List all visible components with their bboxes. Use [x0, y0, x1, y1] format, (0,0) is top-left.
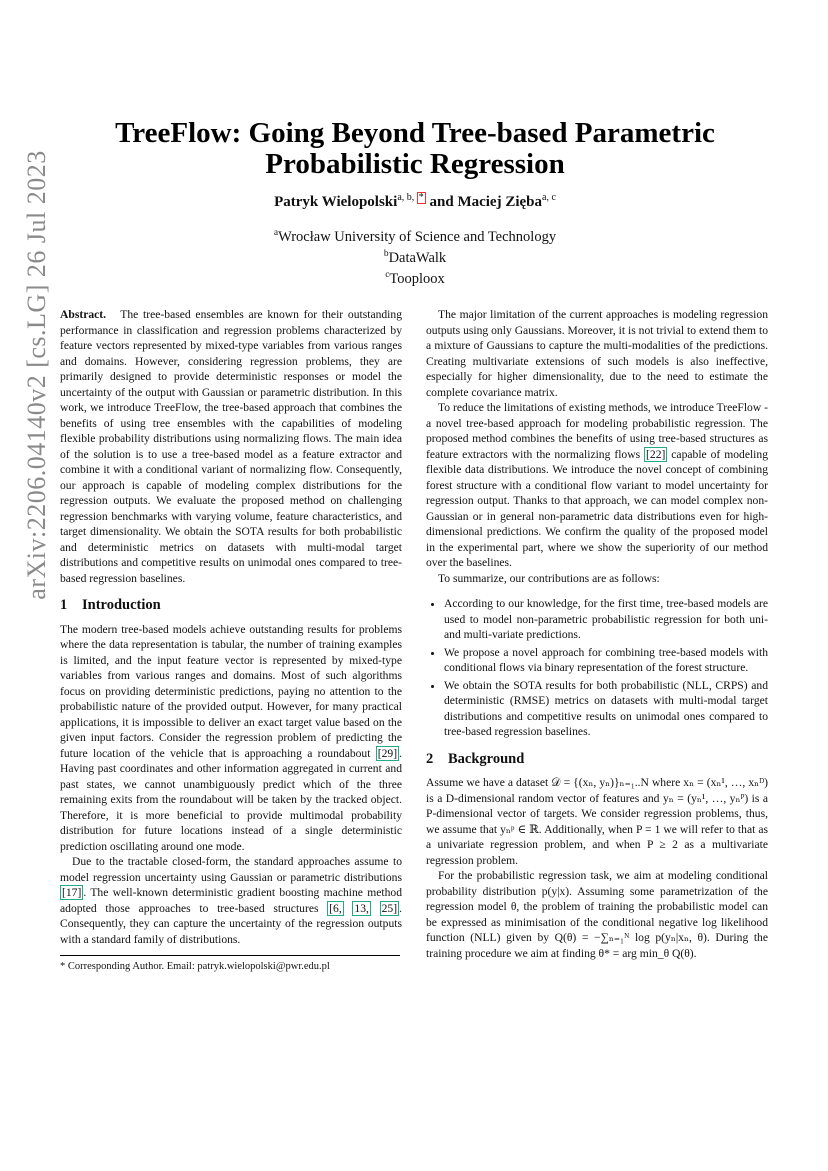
contribution-list [426, 596, 768, 740]
affiliation-list [60, 225, 770, 287]
footnote: * Corresponding Author. Email: patryk.wielopolski@pwr.edu.pl [60, 961, 330, 972]
body-paragraph: To summarize, our contributions are as follows: [438, 571, 660, 585]
body-paragraph: To reduce the limitations of existing methods, we introduce TreeFlow - a novel tree-based approach for modeling probabilistic regression. The proposed method combines the benefits of using tree-based structures as feature extractors with the normalizing flows [22] capable of modeling flexible data distributions. We introduce the novel concept of combining forest structure with a conditional flow variant to model uncertainty for regression output. Thanks to that approach, we can model complex non-Gaussian or in general non-parametric data distributions even for high-dimensional predictions. We confirm the quality of the proposed model in the experimental part, where we show the superiority of our method over the baselines. [426, 401, 768, 569]
citation-link[interactable]: [29] [377, 746, 398, 760]
intro-paragraph: Due to the tractable closed-form, the standard approaches assume to model regression uncertainty using Gaussian or parametric distributions [17] . The well-known deterministic gradient boosting machine method adopted those approaches to tree-based structures [6, 13, 25] . Consequently, they can capture the uncertainty of the regression outputs with a standard family of distributions. [60, 855, 402, 946]
affiliation: $^b$DataWalk [383, 248, 447, 266]
section-heading-introduction: 1 Introduction [60, 597, 161, 613]
author-list [60, 192, 770, 211]
list-item: • We obtain the SOTA results for both probabilistic (NLL, CRPS) and deterministic (RMSE) metrics on datasets with multi-modal target distributions and competitive results on unimodal ones compared to tree-based regression baselines. [444, 678, 768, 740]
paper-title: TreeFlow: Going Beyond Tree-based Parametric Probabilistic Regression [115, 117, 715, 180]
background-paragraph: Assume we have a dataset 𝒟 = {(xₙ, yₙ)}ₙ₌₁..N where xₙ = (xₙ¹, …, xₙᴰ) is a D-dimensional random vector of features and yₙ = (yₙ¹, …, yₙᴾ) is a P-dimensional vector of targets. We consider regression problems, thus, we assume that yₙᵖ ∈ ℝ. Additionally, when P = 1 we will refer to that as a univariate regression problem, and when P ≥ 2 as a multivariate regression problem. [426, 776, 768, 867]
list-item: • According to our knowledge, for the first time, tree-based models are used to model non-parametric probabilistic regression for both uni- and multi-variate predictions. [444, 596, 768, 643]
citation-link[interactable]: [22] [646, 447, 666, 461]
affiliation: $^c$Tooploox [385, 269, 445, 287]
author-separator: and [425, 194, 458, 210]
citation-link[interactable]: [17] [62, 886, 82, 899]
background-paragraph: For the probabilistic regression task, we aim at modeling conditional probability distribution p(y|x). Assuming some parametrization of the regression model θ, the problem of training the probabilistic model can be expressed as minimisation of the conditional negative log likelihood function (NLL) given by Q(θ) = −∑ₙ₌₁ᴺ log p(yₙ|xₙ, θ). During the training procedure we aim at finding θ* = arg min_θ Q(θ). [426, 869, 768, 960]
author-name: Maciej Zięba [457, 194, 543, 210]
author-affil-sup: a, c [542, 192, 556, 203]
author-affil-sup: a, b, [397, 192, 417, 203]
citation-link[interactable]: 25] [381, 901, 398, 915]
abstract-text: The tree-based ensembles are known for their outstanding performance in classification and regression problems characterized by feature vectors represented by mixed-type variables from various ranges and domains. However, considering regression problems, they are primarily designed to provide deterministic responses or model the uncertainty of the output with Gaussian or parametric distribution. In this work, we introduce TreeFlow, the tree-based approach that combines the benefits of using tree ensembles with the capabilities of modeling flexible probability distributions using normalizing flows. The main idea of the solution is to use a tree-based model as a feature extractor and combine it with a conditional variant of normalizing flow. Consequently, our approach is capable of modeling complex distributions for the regression outputs. We evaluate the proposed method on challenging regression benchmarks with varying volume, feature characteristics, and target dimensionality. We obtain the SOTA results for both probabilistic and deterministic metrics on datasets with multi-modal target distributions and competitive results on unimodal ones compared to tree-based regression baselines. [60, 308, 402, 585]
citation-link[interactable]: [6, [329, 901, 342, 915]
author-name: Patryk Wielopolski [274, 194, 398, 210]
list-item: • We propose a novel approach for combining tree-based models with conditional flows via binary representation of the forest structure. [444, 645, 768, 676]
citation-link[interactable]: 13, [354, 901, 369, 915]
body-paragraph: The major limitation of the current approaches is modeling regression outputs using only Gaussians. Moreover, it is not trivial to extend them to a mixture of Gaussians to capture the multi-modalities of the predictions. Creating multivariate extensions of such models is also ineffective, especially for higher dimensionality, due to the need to estimate the complete covariance matrix. [426, 308, 768, 399]
footnote-divider [60, 955, 400, 956]
right-column [426, 307, 768, 961]
section-heading-background: 2 Background [426, 750, 525, 767]
intro-paragraph: The modern tree-based models achieve outstanding results for problems where the data representation is tabular, the number of training examples is limited, and the input feature vector is represented by mixed-type variables from various ranges and domains. Most of such algorithms focus on providing deterministic predictions, paying no attention to the probabilistic nature of the provided output. However, for many practical applications, it is impossible to deliver an exact target value based on the given input factors. Consider the regression problem of predicting the future location of the vehicle that is approaching a roundabout [29] . Having past coordinates and other information aggregated in current and past states, we cannot unambiguously predict which of the three remaining exits from the roundabout will be taken by the tracked object. Therefore, it is more beneficial to provide multimodal probability distribution for future locations instead of a single deterministic prediction oscillating around one mode. [60, 622, 402, 853]
left-column [60, 307, 402, 947]
abstract [60, 307, 402, 586]
arxiv-id-text: arXiv:2206.04140v2 [cs.LG] 26 Jul 2023 [22, 150, 51, 600]
corresponding-author-link[interactable]: * [418, 192, 424, 203]
abstract-label: Abstract. [60, 308, 107, 321]
affiliation: $^a$Wrocław University of Science and Technology [273, 228, 557, 245]
